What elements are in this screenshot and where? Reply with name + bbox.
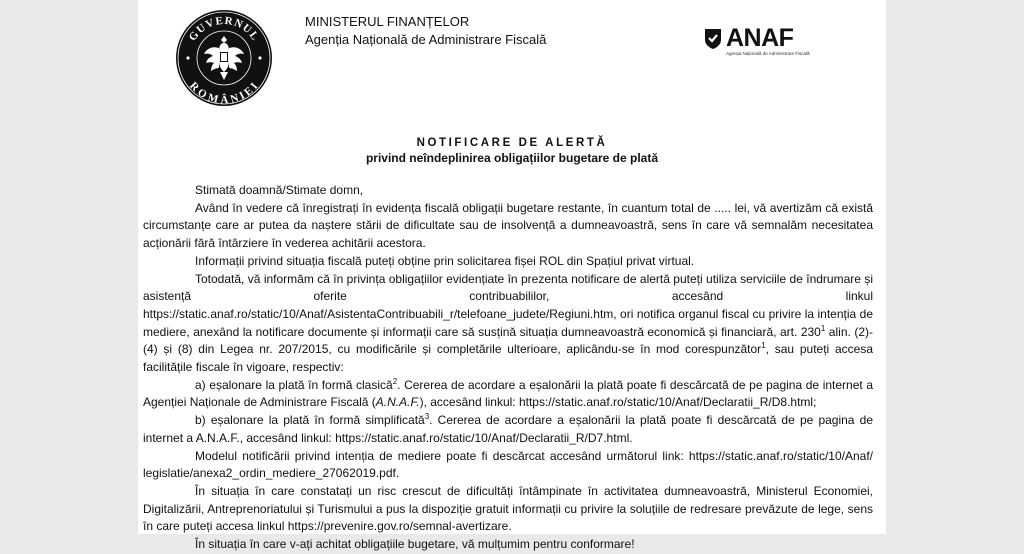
paragraph-assistance-text-1: Totodată, vă informăm că în privința obligațiilor evidențiate în prezenta notificare de alertă puteți utiliza serviciile de îndrumare și asistență oferite contribuabililor, accesând linkul https://static.anaf.ro/static/10/Anaf/AsistentaContribuabili_r/telefoane_judete/Regiuni.htm, ori notifica organul fiscal cu privire la intenția de mediere, anexând la notificare documente și informații care să susțină situația dumneavoastră economică și financiară, art. 230	[143, 271, 873, 339]
document-page	[138, 0, 886, 552]
footnote-ref: 2	[392, 376, 398, 386]
anaf-logo	[704, 24, 824, 56]
anaf-logo-word: ANAF	[726, 24, 794, 52]
anaf-shield-icon	[704, 28, 722, 50]
notice-subtitle: privind neîndeplinirea obligațiilor bugetare de plată	[365, 151, 659, 165]
paragraph-assistance	[143, 271, 873, 377]
notice-title: NOTIFICARE DE ALERTĂ	[416, 137, 608, 149]
seal-text-top: GUVERNUL	[186, 14, 262, 44]
notice-body	[143, 182, 873, 554]
list-item-simplified-installments	[143, 412, 873, 447]
footnote-ref: 1	[820, 323, 826, 333]
greeting: Stimată doamnă/Stimate domn,	[195, 183, 364, 197]
paragraph-fiscal-situation: Informații privind situația fiscală puteți obține prin solicitarea fișei ROL din Spațiul privat virtual.	[195, 253, 695, 268]
paragraph-risk: În situația în care constatați un risc crescut de dificultăți întâmpinate în activitatea dumneavoastră, Ministerul Economiei, Digitalizării, Antreprenoriatului și Turismului a pus la dispoziție gratuit informații cu privire la soluțiile de redresare prevăzute de lege, sens în care puteți accesa linkul https://prevenire.gov.ro/semnal-avertizare.	[143, 483, 873, 534]
paragraph-thanks: În situația în care v-ați achitat obligațiile bugetare, vă mulțumim pentru conformare!	[195, 537, 635, 552]
paragraph-mediation-model: Modelul notificării privind intenția de mediere poate fi descărcat accesând următorul link: https://static.anaf.ro/static/10/Anaf/ legislatie/anexa2_ordin_mediere_27062019.pdf.	[143, 448, 873, 481]
paragraph-arrears: Având în vedere că înregistrați în evidența fiscală obligații bugetare restante, în cuantum total de ..... lei, vă avertizăm că există circumstanțe care ar putea da naștere stării de dificultate sau de insolvență a dumneavoastră, sens în care vă semnalăm necesitatea acționării fără întârziere în vederea achitării acestora.	[143, 200, 873, 251]
item-a-text-3: ), accesând linkul: https://static.anaf.ro/static/10/Anaf/Declaratii_R/D8.html;	[419, 395, 817, 410]
paragraph-assistance-text-3: , sau puteți accesa facilitățile fiscale în vigoare, respectiv:	[143, 342, 874, 375]
seal-text-bottom: ROMÂNIEI	[186, 79, 262, 107]
item-a-abbrev: A.N.A.F.	[375, 395, 420, 410]
item-b-text-1: b) eșalonare la plată în formă simplificată	[195, 413, 425, 428]
anaf-logo-subtitle: Agenția Națională de Administrare Fiscală	[726, 51, 810, 56]
item-a-text-2: . Cererea de acordare a eșalonării la plată poate fi descărcată de pe pagina de internet a Agenției Naționale de Administrare Fiscală (	[143, 377, 873, 410]
agency-name: Agenția Națională de Administrare Fiscală	[305, 32, 547, 47]
ministry-name: MINISTERUL FINANȚELOR	[305, 14, 470, 29]
item-b-text-2: . Cererea de acordare a eșalonării la plată poate fi descărcată de pe pagina de internet a A.N.A.F., accesând linkul: https://static.anaf.ro/static/10/Anaf/Declaratii_R/D7.html.	[143, 413, 873, 445]
paragraph-assistance-text-2: alin. (2)-(4) și (8) din Legea nr. 207/2015, cu modificările și completările ulterioare, aplicându-se în mod corespunzător	[143, 324, 873, 357]
item-a-text-1: a) eșalonare la plată în formă clasică	[195, 377, 393, 392]
ministry-block	[305, 13, 546, 49]
government-seal-icon	[174, 8, 274, 108]
footnote-ref: 1	[761, 341, 766, 351]
footnote-ref: 3	[424, 412, 430, 422]
list-item-classic-installments	[143, 377, 873, 412]
